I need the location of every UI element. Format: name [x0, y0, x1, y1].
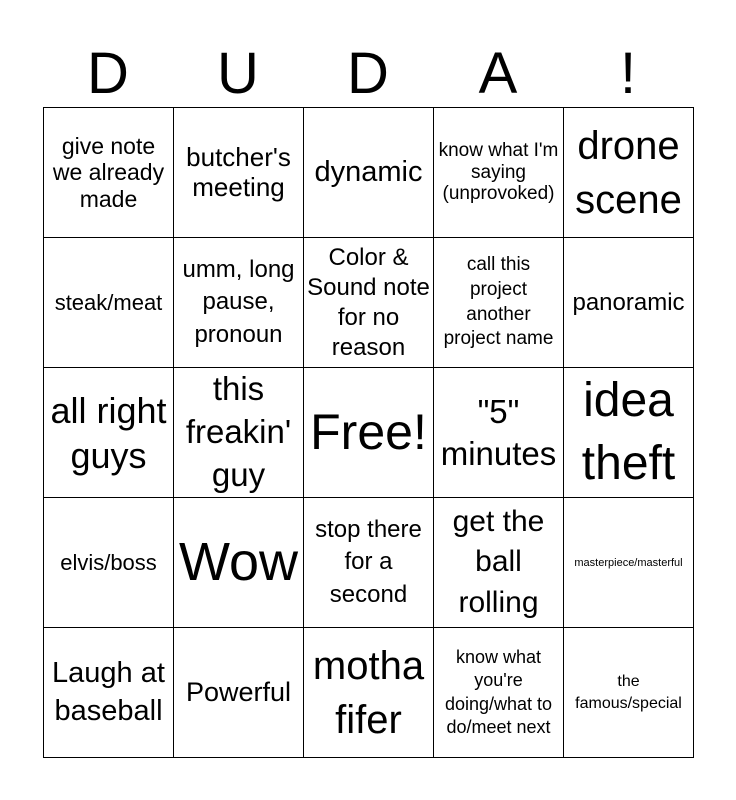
bingo-cell[interactable]	[304, 238, 434, 368]
bingo-cell[interactable]	[304, 498, 434, 628]
board-row	[44, 368, 694, 498]
cell-text: idea theft	[581, 374, 676, 490]
cell-text: Wow	[178, 532, 299, 593]
cell-text: steak/meat	[54, 289, 163, 315]
cell-text: the famous/special	[575, 672, 682, 712]
bingo-board	[43, 107, 694, 758]
bingo-cell[interactable]	[434, 498, 564, 628]
cell-text: motha fifer	[312, 643, 425, 742]
cell-text: know what you're doing/what to do/meet next	[444, 646, 553, 737]
bingo-cell[interactable]	[434, 628, 564, 758]
cell-text: Color & Sound note for no reason	[307, 243, 430, 361]
cell-text: all right guys	[50, 389, 167, 476]
board-row	[44, 498, 694, 628]
cell-text: this freakin' guy	[185, 370, 292, 493]
free-space[interactable]	[304, 368, 434, 498]
cell-text: Laugh at baseball	[52, 656, 165, 727]
bingo-cell[interactable]	[304, 108, 434, 238]
bingo-cell[interactable]	[434, 368, 564, 498]
cell-text: dynamic	[314, 155, 423, 188]
bingo-cell[interactable]	[434, 108, 564, 238]
cell-text: know what I'm saying (unprovoked)	[438, 139, 559, 205]
cell-text: call this project another project name	[443, 254, 554, 350]
cell-text: stop there for a second	[315, 515, 422, 608]
bingo-cell[interactable]	[44, 108, 174, 238]
bingo-cell[interactable]	[174, 368, 304, 498]
cell-text: Powerful	[185, 676, 292, 707]
cell-text: "5" minutes	[440, 393, 557, 472]
cell-text: get the ball rolling	[452, 504, 545, 619]
bingo-cell[interactable]	[44, 238, 174, 368]
bingo-cell[interactable]	[564, 238, 694, 368]
header-letter-a: A	[478, 41, 518, 106]
cell-text: panoramic	[572, 288, 685, 316]
bingo-cell[interactable]	[174, 498, 304, 628]
header-letter-exclamation: !	[619, 41, 637, 106]
bingo-cell[interactable]	[564, 498, 694, 628]
header-letter-d2: D	[347, 41, 389, 106]
cell-text: umm, long pause, pronoun	[182, 255, 295, 348]
cell-text: masterpiece/masterful	[574, 557, 683, 570]
bingo-cell[interactable]	[44, 628, 174, 758]
bingo-cell[interactable]	[304, 628, 434, 758]
cell-text: butcher's meeting	[186, 141, 291, 202]
cell-text: give note we already made	[52, 132, 165, 212]
bingo-cell[interactable]	[564, 628, 694, 758]
bingo-cell[interactable]	[434, 238, 564, 368]
board-row	[44, 108, 694, 238]
bingo-cell[interactable]	[564, 108, 694, 238]
bingo-header	[43, 40, 693, 108]
board-row	[44, 628, 694, 758]
bingo-cell[interactable]	[564, 368, 694, 498]
bingo-cell[interactable]	[174, 108, 304, 238]
bingo-cell[interactable]	[44, 368, 174, 498]
bingo-cell[interactable]	[44, 498, 174, 628]
bingo-cell[interactable]	[174, 238, 304, 368]
header-letter-d1: D	[87, 41, 129, 106]
free-space-text: Free!	[310, 403, 427, 460]
cell-text: drone scene	[575, 123, 682, 222]
board-row	[44, 238, 694, 368]
bingo-cell[interactable]	[174, 628, 304, 758]
cell-text: elvis/boss	[60, 549, 157, 575]
header-letter-u: U	[217, 41, 259, 106]
